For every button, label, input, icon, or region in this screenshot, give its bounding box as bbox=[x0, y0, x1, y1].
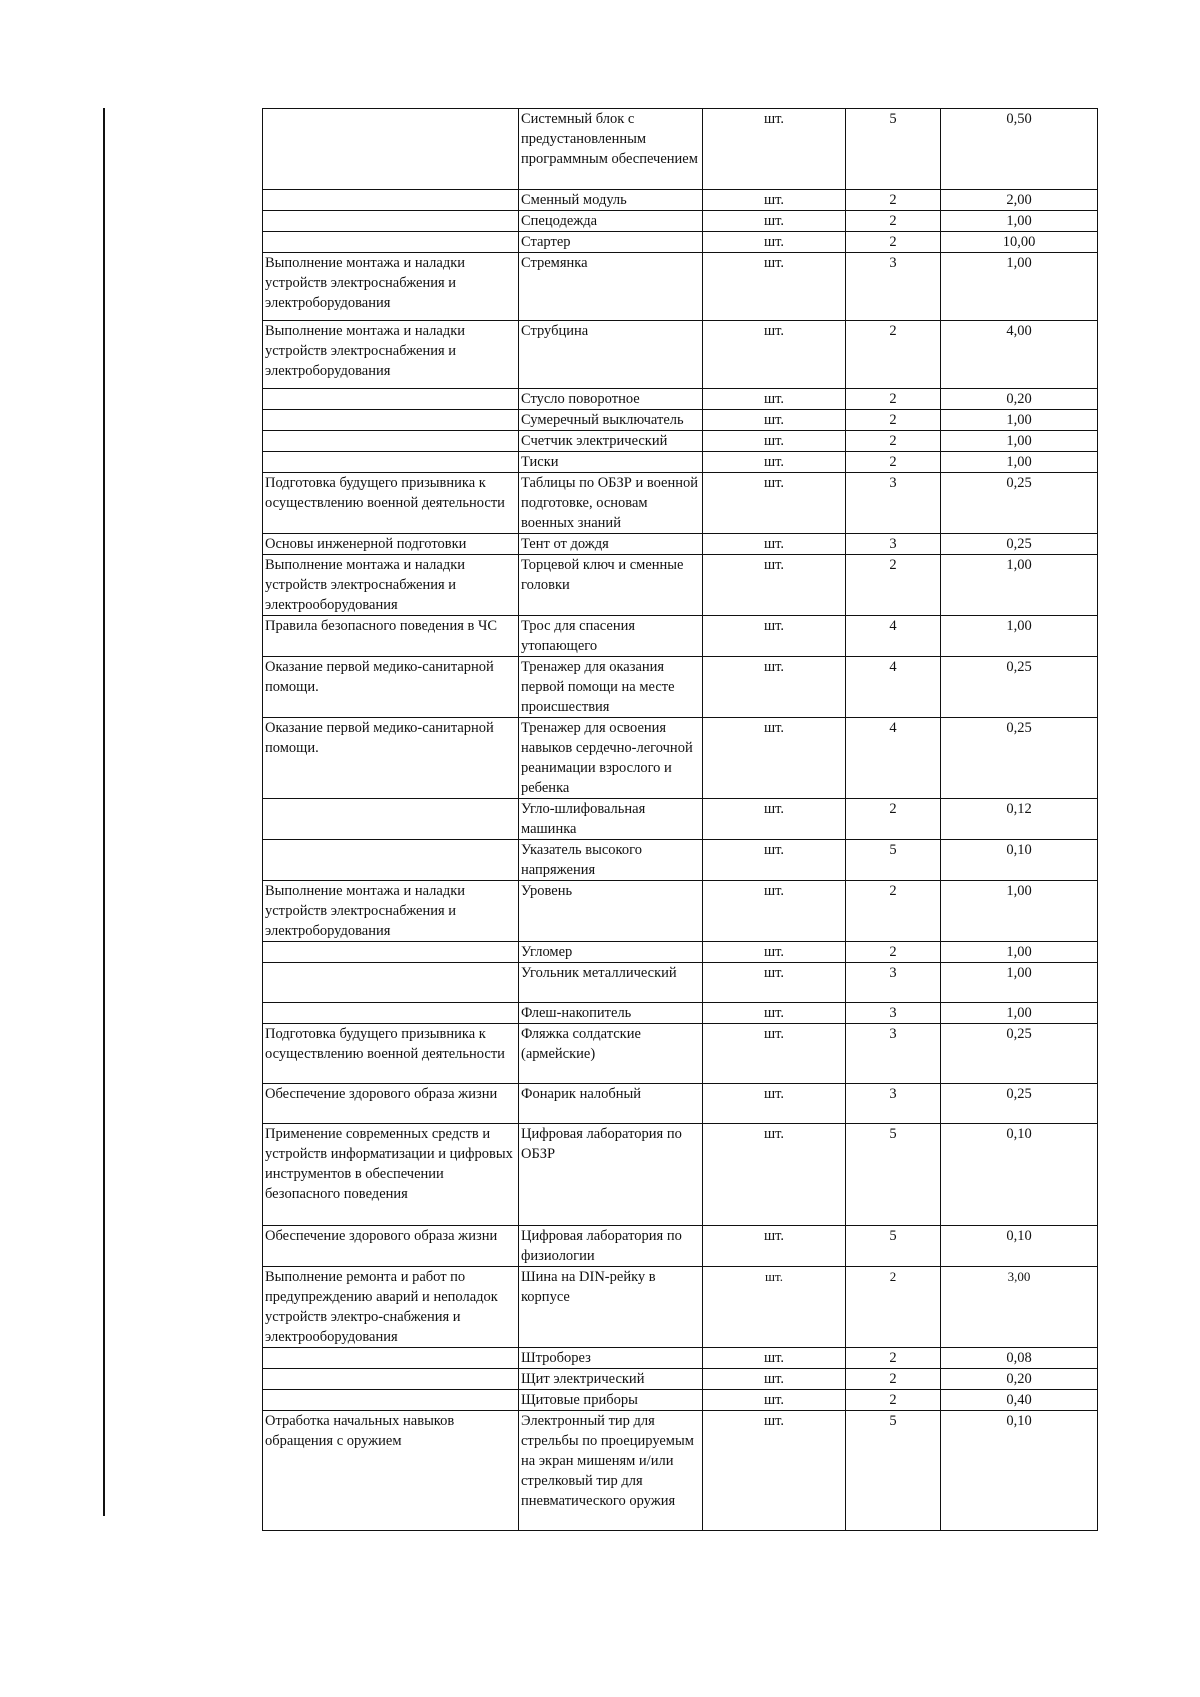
coef-cell: 0,25 bbox=[941, 473, 1098, 534]
qty-cell: 5 bbox=[846, 840, 941, 881]
table-row bbox=[263, 232, 1098, 253]
item-cell: Сумеречный выключатель bbox=[519, 410, 703, 431]
qty-cell: 2 bbox=[846, 389, 941, 410]
item-cell: Системный блок с предустановленным программным обеспечением bbox=[519, 109, 703, 190]
equipment-table bbox=[262, 108, 1098, 1531]
table-row bbox=[263, 534, 1098, 555]
unit-cell: шт. bbox=[703, 473, 846, 534]
section-cell bbox=[263, 840, 519, 881]
coef-cell: 0,10 bbox=[941, 1124, 1098, 1226]
unit-cell: шт. bbox=[703, 799, 846, 840]
qty-cell: 2 bbox=[846, 232, 941, 253]
section-cell: Подготовка будущего призывника к осуществлению военной деятельности bbox=[263, 1024, 519, 1084]
coef-cell: 1,00 bbox=[941, 253, 1098, 321]
unit-cell: шт. bbox=[703, 389, 846, 410]
coef-cell: 1,00 bbox=[941, 963, 1098, 1003]
section-cell bbox=[263, 389, 519, 410]
section-cell: Выполнение монтажа и наладки устройств электроснабжения и электрооборудования bbox=[263, 555, 519, 616]
table-row bbox=[263, 1267, 1098, 1348]
table-row bbox=[263, 1124, 1098, 1226]
item-cell: Тренажер для оказания первой помощи на месте происшествия bbox=[519, 657, 703, 718]
unit-cell: шт. bbox=[703, 321, 846, 389]
section-cell bbox=[263, 1369, 519, 1390]
unit-cell: шт. bbox=[703, 616, 846, 657]
item-cell: Угломер bbox=[519, 942, 703, 963]
section-cell bbox=[263, 1390, 519, 1411]
qty-cell: 2 bbox=[846, 881, 941, 942]
item-cell: Щитовые приборы bbox=[519, 1390, 703, 1411]
table-row bbox=[263, 881, 1098, 942]
coef-cell: 0,10 bbox=[941, 1226, 1098, 1267]
section-cell bbox=[263, 190, 519, 211]
section-cell bbox=[263, 431, 519, 452]
coef-cell: 1,00 bbox=[941, 616, 1098, 657]
item-cell: Тиски bbox=[519, 452, 703, 473]
coef-cell: 0,25 bbox=[941, 1084, 1098, 1124]
coef-cell: 1,00 bbox=[941, 555, 1098, 616]
unit-cell: шт. bbox=[703, 657, 846, 718]
table-row bbox=[263, 1084, 1098, 1124]
item-cell: Флеш-накопитель bbox=[519, 1003, 703, 1024]
qty-cell: 4 bbox=[846, 657, 941, 718]
table-row bbox=[263, 1348, 1098, 1369]
table-row bbox=[263, 1369, 1098, 1390]
coef-cell: 1,00 bbox=[941, 410, 1098, 431]
coef-cell: 0,12 bbox=[941, 799, 1098, 840]
unit-cell: шт. bbox=[703, 253, 846, 321]
section-cell: Выполнение монтажа и наладки устройств электроснабжения и электроборудования bbox=[263, 881, 519, 942]
section-cell bbox=[263, 452, 519, 473]
coef-cell: 0,20 bbox=[941, 389, 1098, 410]
item-cell: Тент от дождя bbox=[519, 534, 703, 555]
qty-cell: 3 bbox=[846, 1084, 941, 1124]
qty-cell: 2 bbox=[846, 799, 941, 840]
unit-cell: шт. bbox=[703, 1390, 846, 1411]
qty-cell: 2 bbox=[846, 942, 941, 963]
unit-cell: шт. bbox=[703, 1003, 846, 1024]
qty-cell: 2 bbox=[846, 190, 941, 211]
section-cell: Выполнение монтажа и наладки устройств электроснабжения и электроборудования bbox=[263, 253, 519, 321]
coef-cell: 1,00 bbox=[941, 452, 1098, 473]
table-row bbox=[263, 211, 1098, 232]
section-cell bbox=[263, 942, 519, 963]
item-cell: Указатель высокого напряжения bbox=[519, 840, 703, 881]
section-cell bbox=[263, 410, 519, 431]
table-row bbox=[263, 431, 1098, 452]
item-cell: Тренажер для освоения навыков сердечно-легочной реанимации взрослого и ребенка bbox=[519, 718, 703, 799]
coef-cell: 1,00 bbox=[941, 881, 1098, 942]
unit-cell: шт. bbox=[703, 1226, 846, 1267]
unit-cell: шт. bbox=[703, 942, 846, 963]
section-cell: Обеспечение здорового образа жизни bbox=[263, 1084, 519, 1124]
coef-cell: 10,00 bbox=[941, 232, 1098, 253]
item-cell: Цифровая лаборатория по ОБЗР bbox=[519, 1124, 703, 1226]
coef-cell: 0,25 bbox=[941, 1024, 1098, 1084]
section-cell: Оказание первой медико-санитарной помощи. bbox=[263, 718, 519, 799]
qty-cell: 5 bbox=[846, 1411, 941, 1531]
qty-cell: 2 bbox=[846, 1267, 941, 1348]
unit-cell: шт. bbox=[703, 109, 846, 190]
item-cell: Шина на DIN-рейку в корпусе bbox=[519, 1267, 703, 1348]
qty-cell: 4 bbox=[846, 718, 941, 799]
table-row bbox=[263, 942, 1098, 963]
coef-cell: 0,08 bbox=[941, 1348, 1098, 1369]
unit-cell: шт. bbox=[703, 534, 846, 555]
unit-cell: шт. bbox=[703, 881, 846, 942]
coef-cell: 0,40 bbox=[941, 1390, 1098, 1411]
item-cell: Трос для спасения утопающего bbox=[519, 616, 703, 657]
unit-cell: шт. bbox=[703, 555, 846, 616]
unit-cell: шт. bbox=[703, 190, 846, 211]
section-cell bbox=[263, 799, 519, 840]
table-row bbox=[263, 840, 1098, 881]
item-cell: Штроборез bbox=[519, 1348, 703, 1369]
table-row bbox=[263, 190, 1098, 211]
coef-cell: 1,00 bbox=[941, 431, 1098, 452]
table-row bbox=[263, 616, 1098, 657]
unit-cell: шт. bbox=[703, 452, 846, 473]
table-row bbox=[263, 1003, 1098, 1024]
section-cell bbox=[263, 211, 519, 232]
qty-cell: 2 bbox=[846, 410, 941, 431]
unit-cell: шт. bbox=[703, 840, 846, 881]
table-row bbox=[263, 410, 1098, 431]
section-cell: Обеспечение здорового образа жизни bbox=[263, 1226, 519, 1267]
coef-cell: 1,00 bbox=[941, 211, 1098, 232]
coef-cell: 3,00 bbox=[941, 1267, 1098, 1348]
item-cell: Струбцина bbox=[519, 321, 703, 389]
item-cell: Цифровая лаборатория по физиологии bbox=[519, 1226, 703, 1267]
section-cell: Отработка начальных навыков обращения с оружием bbox=[263, 1411, 519, 1531]
qty-cell: 4 bbox=[846, 616, 941, 657]
section-cell: Применение современных средств и устройств информатизации и цифровых инструментов в обеспечении безопасного поведения bbox=[263, 1124, 519, 1226]
unit-cell: шт. bbox=[703, 1084, 846, 1124]
item-cell: Угольник металлический bbox=[519, 963, 703, 1003]
section-cell bbox=[263, 109, 519, 190]
table-row bbox=[263, 1390, 1098, 1411]
unit-cell: шт. bbox=[703, 232, 846, 253]
item-cell: Стремянка bbox=[519, 253, 703, 321]
qty-cell: 2 bbox=[846, 452, 941, 473]
section-cell bbox=[263, 1348, 519, 1369]
coef-cell: 0,20 bbox=[941, 1369, 1098, 1390]
page-margin-line bbox=[103, 108, 105, 1516]
table-row bbox=[263, 555, 1098, 616]
item-cell: Спецодежда bbox=[519, 211, 703, 232]
unit-cell: шт. bbox=[703, 410, 846, 431]
unit-cell: шт. bbox=[703, 1024, 846, 1084]
table-row bbox=[263, 963, 1098, 1003]
qty-cell: 3 bbox=[846, 534, 941, 555]
unit-cell: шт. bbox=[703, 1124, 846, 1226]
item-cell: Торцевой ключ и сменные головки bbox=[519, 555, 703, 616]
table-row bbox=[263, 473, 1098, 534]
table-row bbox=[263, 321, 1098, 389]
item-cell: Уровень bbox=[519, 881, 703, 942]
item-cell: Фляжка солдатские (армейские) bbox=[519, 1024, 703, 1084]
unit-cell: шт. bbox=[703, 1369, 846, 1390]
coef-cell: 0,50 bbox=[941, 109, 1098, 190]
qty-cell: 2 bbox=[846, 321, 941, 389]
coef-cell: 0,10 bbox=[941, 1411, 1098, 1531]
qty-cell: 5 bbox=[846, 1124, 941, 1226]
section-cell bbox=[263, 963, 519, 1003]
table-row bbox=[263, 1411, 1098, 1531]
table-row bbox=[263, 452, 1098, 473]
section-cell: Выполнение монтажа и наладки устройств электроснабжения и электроборудования bbox=[263, 321, 519, 389]
qty-cell: 3 bbox=[846, 963, 941, 1003]
table-row bbox=[263, 799, 1098, 840]
qty-cell: 2 bbox=[846, 1369, 941, 1390]
coef-cell: 0,25 bbox=[941, 657, 1098, 718]
qty-cell: 2 bbox=[846, 1348, 941, 1369]
qty-cell: 2 bbox=[846, 1390, 941, 1411]
item-cell: Стусло поворотное bbox=[519, 389, 703, 410]
unit-cell: шт. bbox=[703, 431, 846, 452]
table-row bbox=[263, 657, 1098, 718]
unit-cell: шт. bbox=[703, 963, 846, 1003]
item-cell: Угло-шлифовальная машинка bbox=[519, 799, 703, 840]
table-row bbox=[263, 1226, 1098, 1267]
qty-cell: 5 bbox=[846, 109, 941, 190]
item-cell: Счетчик электрический bbox=[519, 431, 703, 452]
item-cell: Сменный модуль bbox=[519, 190, 703, 211]
item-cell: Таблицы по ОБЗР и военной подготовке, основам военных знаний bbox=[519, 473, 703, 534]
qty-cell: 5 bbox=[846, 1226, 941, 1267]
unit-cell: шт. bbox=[703, 1267, 846, 1348]
unit-cell: шт. bbox=[703, 1411, 846, 1531]
table-row bbox=[263, 109, 1098, 190]
section-cell: Выполнение ремонта и работ по предупреждению аварий и неполадок устройств электро-снабжения и электрооборудования bbox=[263, 1267, 519, 1348]
qty-cell: 3 bbox=[846, 473, 941, 534]
table-row bbox=[263, 253, 1098, 321]
unit-cell: шт. bbox=[703, 718, 846, 799]
section-cell bbox=[263, 232, 519, 253]
unit-cell: шт. bbox=[703, 1348, 846, 1369]
qty-cell: 3 bbox=[846, 1024, 941, 1084]
coef-cell: 0,25 bbox=[941, 718, 1098, 799]
coef-cell: 0,10 bbox=[941, 840, 1098, 881]
coef-cell: 0,25 bbox=[941, 534, 1098, 555]
item-cell: Фонарик налобный bbox=[519, 1084, 703, 1124]
qty-cell: 3 bbox=[846, 1003, 941, 1024]
coef-cell: 1,00 bbox=[941, 942, 1098, 963]
coef-cell: 2,00 bbox=[941, 190, 1098, 211]
qty-cell: 2 bbox=[846, 431, 941, 452]
qty-cell: 2 bbox=[846, 211, 941, 232]
coef-cell: 4,00 bbox=[941, 321, 1098, 389]
qty-cell: 2 bbox=[846, 555, 941, 616]
table-row bbox=[263, 389, 1098, 410]
section-cell: Правила безопасного поведения в ЧС bbox=[263, 616, 519, 657]
item-cell: Электронный тир для стрельбы по проецируемым на экран мишеням и/или стрелковый тир для пневматического оружия bbox=[519, 1411, 703, 1531]
unit-cell: шт. bbox=[703, 211, 846, 232]
table-row bbox=[263, 1024, 1098, 1084]
table-row bbox=[263, 718, 1098, 799]
item-cell: Стартер bbox=[519, 232, 703, 253]
coef-cell: 1,00 bbox=[941, 1003, 1098, 1024]
qty-cell: 3 bbox=[846, 253, 941, 321]
item-cell: Щит электрический bbox=[519, 1369, 703, 1390]
section-cell: Основы инженерной подготовки bbox=[263, 534, 519, 555]
section-cell bbox=[263, 1003, 519, 1024]
section-cell: Подготовка будущего призывника к осуществлению военной деятельности bbox=[263, 473, 519, 534]
section-cell: Оказание первой медико-санитарной помощи. bbox=[263, 657, 519, 718]
